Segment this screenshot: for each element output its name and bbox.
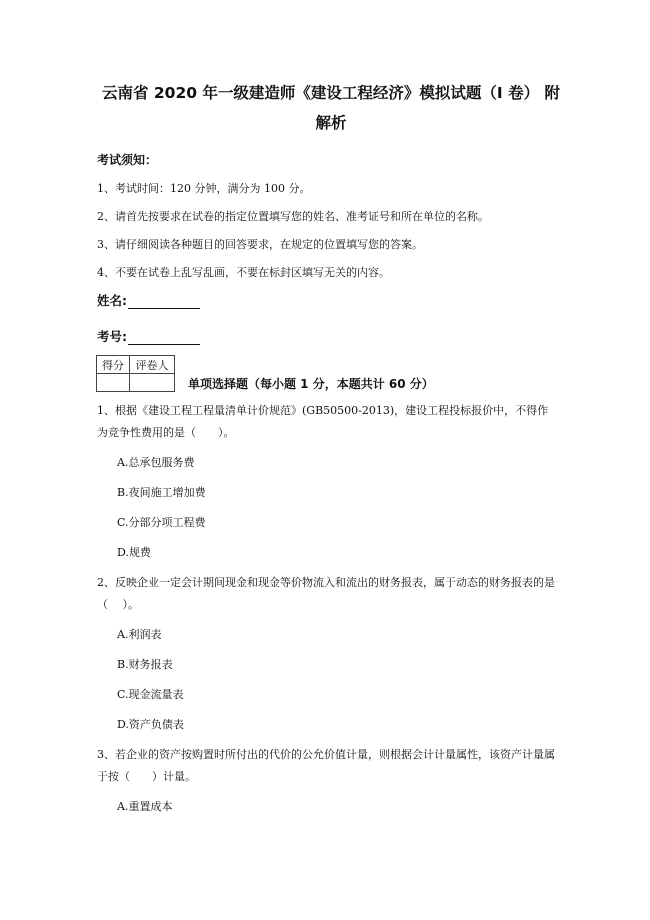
grader-header: 评卷人 (130, 356, 175, 374)
question-3-text: 3、若企业的资产按购置时所付出的代价的公允价值计量，则根据会计计量属性，该资产计量属于按（ ）计量。 (97, 748, 555, 783)
question-1-option-c[interactable]: C.分部分项工程费 (117, 516, 206, 529)
section-heading: 单项选择题（每小题 1 分，本题共计 60 分） (188, 377, 434, 391)
question-2-option-d[interactable]: D.资产负债表 (117, 718, 184, 731)
exam-number-label: 考号: (97, 329, 127, 344)
notice-item: 1、考试时间：120 分钟，满分为 100 分。 (97, 182, 311, 195)
question-2-text: 2、反映企业一定会计期间现金和现金等价物流入和流出的财务报表，属于动态的财务报表的是（ ）。 (97, 576, 555, 611)
exam-number-blank-line[interactable] (128, 330, 200, 345)
question-2-option-c[interactable]: C.现金流量表 (117, 688, 184, 701)
exam-number-field[interactable] (97, 327, 200, 345)
question-1-option-a[interactable]: A.总承包服务费 (117, 456, 195, 469)
notice-item: 3、请仔细阅读各种题目的回答要求，在规定的位置填写您的答案。 (97, 238, 423, 251)
question-3-option-a[interactable]: A.重置成本 (117, 800, 173, 813)
notice-item: 2、请首先按要求在试卷的指定位置填写您的姓名、准考证号和所在单位的名称。 (97, 210, 489, 223)
name-field[interactable] (97, 291, 200, 309)
score-table (96, 355, 175, 392)
notice-item: 4、不要在试卷上乱写乱画，不要在标封区填写无关的内容。 (97, 266, 390, 279)
grader-cell[interactable] (130, 374, 175, 392)
score-cell[interactable] (97, 374, 130, 392)
question-1-option-d[interactable]: D.规费 (117, 546, 151, 559)
question-2-option-a[interactable]: A.利润表 (117, 628, 162, 641)
notice-heading: 考试须知： (97, 153, 158, 167)
name-blank-line[interactable] (128, 294, 200, 309)
score-header: 得分 (97, 356, 130, 374)
question-1-option-b[interactable]: B.夜间施工增加费 (117, 486, 206, 499)
page-title: 云南省 2020 年一级建造师《建设工程经济》模拟试题（I 卷） 附解析 (102, 84, 560, 132)
name-label: 姓名: (97, 293, 127, 308)
question-1-text: 1、根据《建设工程工程量清单计价规范》(GB50500-2013)，建设工程投标报价中，不得作为竞争性费用的是（ ）。 (97, 404, 549, 439)
question-2-option-b[interactable]: B.财务报表 (117, 658, 173, 671)
